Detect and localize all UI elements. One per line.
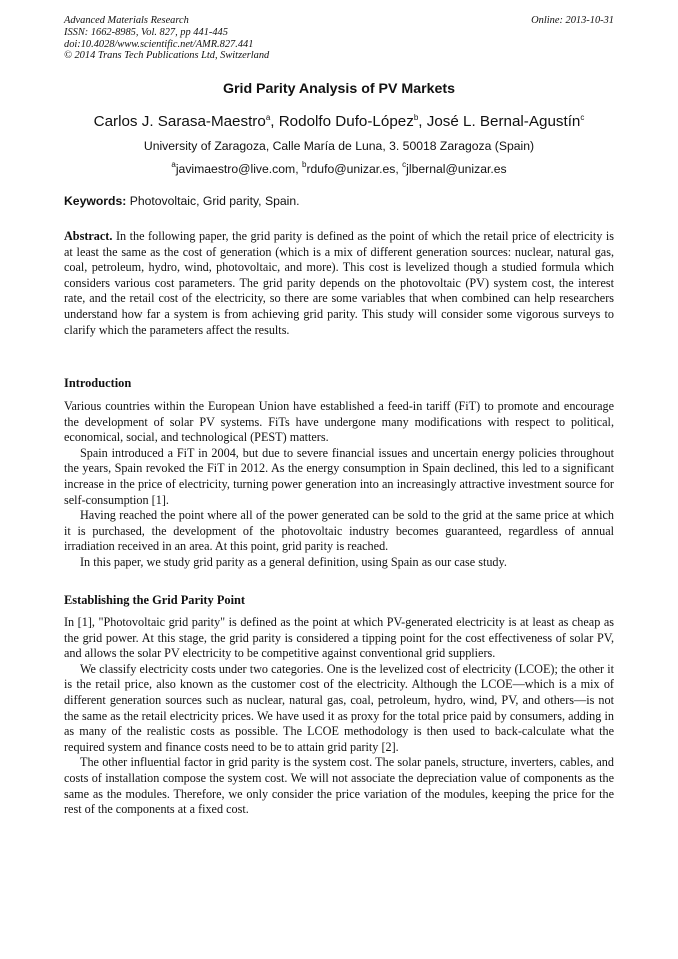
- paragraph: The other influential factor in grid parity is the system cost. The solar panels, structure, inverters, cables, and costs of installation compose the system cost. We will not associate the depreciation value of components as the same as the modules. Therefore, we only consider the price variation of the modules, keeping the price for the rest of the components at a fixed cost.: [64, 755, 614, 817]
- section-introduction: [64, 399, 614, 571]
- keywords-text: Photovoltaic, Grid parity, Spain.: [129, 194, 300, 208]
- author-mark: c: [580, 113, 585, 122]
- abstract-label: Abstract.: [64, 229, 113, 243]
- section-grid-parity: [64, 615, 614, 818]
- online-date: Online: 2013-10-31: [531, 15, 614, 26]
- section-heading-introduction: Introduction: [64, 376, 132, 390]
- journal-header: [64, 15, 269, 62]
- email-address[interactable]: javimaestro@live.com: [175, 162, 296, 176]
- paragraph: Having reached the point where all of the power generated can be sold to the grid at the same price at which it is purchased, the development of the photovoltaic industry becomes guaranteed, regardless of annual irradiation received in an area. At this point, grid parity is reached.: [64, 508, 614, 554]
- affiliation: University of Zaragoza, Calle María de Luna, 3. 50018 Zaragoza (Spain): [143, 139, 535, 153]
- journal-issn: ISSN: 1662-8985, Vol. 827, pp 441-445: [64, 26, 228, 38]
- abstract: [64, 229, 614, 338]
- paper-title: Grid Parity Analysis of PV Markets: [222, 81, 456, 97]
- email-mark: a: [171, 160, 176, 169]
- paragraph: Spain introduced a FiT in 2004, but due to severe financial issues and uncertain energy policies throughout the years, Spain revoked the FiT in 2012. As the energy consumption in Spain declined, this led to a significant increase in the price of electricity, turning power generation into an increasingly attractive investment source for self-consumption [1].: [64, 445, 614, 507]
- email-mark: c: [402, 160, 407, 169]
- paragraph: In this paper, we study grid parity as a general definition, using Spain as our case study.: [80, 554, 507, 569]
- section-heading-grid-parity: Establishing the Grid Parity Point: [64, 593, 246, 607]
- keywords-label: Keywords:: [64, 194, 127, 208]
- author-name: Carlos J. Sarasa-Maestro: [93, 113, 266, 130]
- email-mark: b: [302, 160, 307, 169]
- author-mark: a: [265, 113, 271, 122]
- paragraph: In [1], "Photovoltaic grid parity" is defined as the point at which PV-generated electricity is at least as cheap as the grid power. At this stage, the grid parity is considered a tipping point for the cost effectiveness of solar PV, and allows the solar PV electricity to be competitive against conventional grid suppliers.: [64, 615, 614, 661]
- email-address[interactable]: rdufo@unizar.es: [306, 162, 396, 176]
- journal-copyright: © 2014 Trans Tech Publications Ltd, Switzerland: [64, 50, 270, 62]
- paragraph: Various countries within the European Union have established a feed-in tariff (FiT) to promote and encourage the development of solar PV systems. FiTs have undergone many modifications with respect to political, economical, social, and technological (PEST) matters.: [64, 399, 614, 445]
- paragraph: We classify electricity costs under two categories. One is the levelized cost of electricity (LCOE); the other it is the retail price, also known as the customer cost of the electricity. Although the LCOE—which is a mix of different generation sources such as nuclear, natural gas, coal, petroleum, hydro, wind, PV, and others—is not the same as the retail electricity prices. We have used it as proxy for the total price paid by consumers, adding in as many of the realistic costs as possible. The LCOE methodology is then used to back-calculate what the required system and finance costs need to be to attain grid parity [2].: [64, 661, 614, 754]
- author-name: Rodolfo Dufo-López: [278, 113, 414, 130]
- journal-doi[interactable]: doi:10.4028/www.scientific.net/AMR.827.441: [64, 38, 254, 50]
- author-list: Carlos J. Sarasa-Maestro$^a$, Rodolfo Dufo-López$^b$, José L. Bernal-Agustín$^c$: [93, 113, 585, 130]
- journal-name: Advanced Materials Research: [64, 15, 189, 26]
- author-mark: b: [413, 113, 419, 122]
- abstract-text: In the following paper, the grid parity is defined as the point of which the retail price of electricity is at least the same as the cost of generation (which is a mix of different generation sources: nuclear, natural gas, coal, petroleum, hydro, wind, photovoltaic, and more). This cost is levelized though a studied formula which considers various cost parameters. The grid parity depends on the photovoltaic (PV) system cost, the interest rate, and the retail cost of the electricity, so there are some variables that when combined can help researchers understand how far a system is from achieving grid parity. This study will consider some vigorous surveys to clarify which the parameters affect the results.: [64, 229, 614, 337]
- email-address[interactable]: jlbernal@unizar.es: [406, 162, 507, 176]
- author-name: José L. Bernal-Agustín: [426, 113, 581, 130]
- email-list: $^a$javimaestro@live.com, $^b$rdufo@unizar.es, $^c$jlbernal@unizar.es: [171, 160, 507, 176]
- keywords: [64, 194, 614, 208]
